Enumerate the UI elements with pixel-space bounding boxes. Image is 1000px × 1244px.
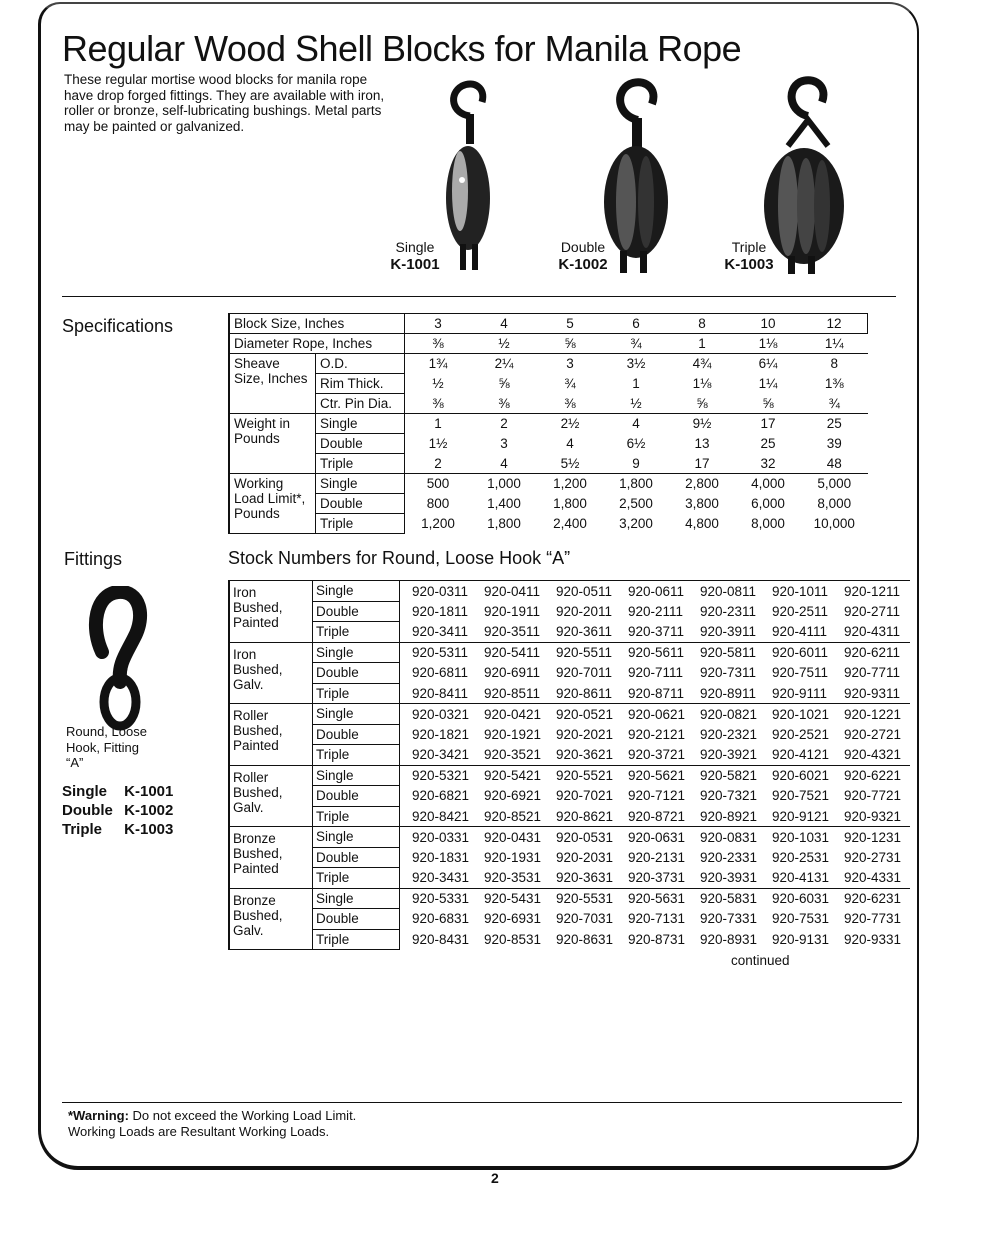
stock-number: 920-6931 (484, 911, 542, 927)
spec-cell: 6,000 (751, 496, 785, 511)
stock-row (229, 663, 910, 684)
spec-cell: 500 (426, 476, 450, 492)
stock-number: 920-0631 (622, 827, 694, 848)
spec-cell: 2,500 (619, 496, 653, 511)
stock-row (229, 704, 910, 725)
stock-number: 920-7031 (556, 911, 614, 927)
stock-sub-label: Triple (313, 622, 400, 643)
stock-number: 920-2031 (556, 849, 614, 865)
spec-cell: 4,800 (685, 516, 719, 531)
stock-number: 920-1231 (838, 827, 910, 848)
spec-cell: ⅝ (498, 376, 510, 391)
stock-number: 920-5331 (400, 888, 479, 909)
stock-number: 920-8531 (484, 931, 542, 947)
spec-cell: 4,000 (751, 476, 785, 492)
stock-number: 920-2511 (772, 603, 829, 619)
spec-row-block-size (229, 314, 868, 334)
stock-number: 920-8931 (700, 931, 758, 947)
spec-cell: 8 (830, 356, 838, 372)
spec-cell: 9½ (692, 416, 712, 432)
stock-number: 920-6231 (838, 888, 910, 909)
spec-row (229, 434, 868, 454)
stock-number: 920-1821 (412, 726, 470, 742)
stock-number: 920-5511 (550, 642, 622, 663)
stock-number: 920-8621 (556, 808, 614, 824)
stock-sub-label: Double (313, 663, 400, 684)
stock-sub-label: Single (313, 765, 400, 786)
spec-row (229, 474, 868, 494)
stock-number: 920-3931 (700, 870, 758, 885)
stock-number: 920-9121 (772, 808, 830, 824)
stock-sub-label: Double (313, 909, 400, 930)
stock-sub-label: Triple (313, 806, 400, 827)
stock-number: 920-0411 (478, 581, 550, 602)
stock-number: 920-7511 (772, 665, 829, 681)
spec-cell: 4¾ (692, 356, 712, 372)
specifications-table (228, 313, 868, 534)
spec-cell: ⅝ (564, 336, 576, 351)
stock-number: 920-7331 (700, 911, 758, 927)
stock-number: 920-7021 (556, 788, 614, 804)
stock-number: 920-0521 (550, 704, 622, 725)
spec-sub-label: Single (316, 414, 405, 434)
spec-cell: 2¼ (494, 356, 514, 372)
stock-number: 920-0311 (400, 581, 479, 602)
stock-row (229, 868, 910, 889)
spec-cell: 5 (537, 314, 603, 334)
stock-number: 920-1831 (412, 849, 470, 865)
stock-sub-label: Single (313, 581, 400, 602)
stock-number: 920-1011 (766, 581, 838, 602)
spec-sub-label: O.D. (316, 354, 405, 374)
stock-number: 920-2531 (772, 849, 830, 865)
stock-number: 920-5411 (478, 642, 550, 663)
stock-number: 920-0421 (478, 704, 550, 725)
spec-cell: 1 (698, 336, 706, 351)
stock-number: 920-0331 (400, 827, 479, 848)
spec-cell: 10 (735, 314, 801, 334)
stock-number: 920-6021 (766, 765, 838, 786)
spec-cell: 2,800 (685, 476, 719, 492)
stock-number: 920-4131 (772, 870, 830, 885)
stock-number: 920-7321 (700, 788, 758, 804)
spec-group-label: Weight in Pounds (229, 414, 316, 474)
spec-cell: 6 (603, 314, 669, 334)
stock-row (229, 909, 910, 930)
stock-number: 920-8631 (556, 931, 614, 947)
spec-cell: 5½ (560, 455, 580, 471)
stock-group-label: Roller Bushed, Galv. (229, 765, 313, 827)
stock-number: 920-2311 (700, 603, 757, 619)
stock-number: 920-0811 (694, 581, 766, 602)
stock-number: 920-5531 (550, 888, 622, 909)
spec-cell: 3,800 (685, 496, 719, 511)
stock-number: 920-5831 (694, 888, 766, 909)
stock-number: 920-3421 (412, 747, 470, 762)
intro-paragraph: These regular mortise wood blocks for manila rope have drop forged fittings. They are available with iron, roller or bronze, self-lubricating bushings. Metal parts may be painted or galvanized. (64, 72, 385, 134)
spec-cell: 6¼ (758, 356, 778, 372)
spec-cell: 1,800 (487, 516, 521, 531)
stock-number: 920-5321 (400, 765, 479, 786)
stock-number: 920-7111 (628, 665, 684, 681)
stock-number: 920-0431 (478, 827, 550, 848)
spec-cell: ¾ (828, 395, 840, 411)
spec-cell: 1,800 (619, 476, 653, 492)
stock-row (229, 581, 910, 602)
stock-row (229, 765, 910, 786)
stock-number: 920-3621 (556, 747, 614, 762)
triple-caption: Triple K-1003 (724, 239, 774, 273)
spec-cell: 1⅜ (824, 376, 844, 391)
stock-number: 920-3631 (556, 870, 614, 885)
stock-sub-label: Double (313, 601, 400, 622)
spec-cell: 8 (669, 314, 735, 334)
stock-number: 920-0621 (622, 704, 694, 725)
stock-number: 920-5421 (478, 765, 550, 786)
stock-group-label: Bronze Bushed, Galv. (229, 888, 313, 950)
stock-number: 920-3921 (700, 747, 758, 762)
stock-number: 920-6821 (412, 788, 470, 804)
stock-number: 920-5431 (478, 888, 550, 909)
spec-cell: ½ (630, 395, 642, 411)
spec-group-label: Working Load Limit*, Pounds (229, 474, 316, 534)
stock-row (229, 806, 910, 827)
stock-number: 920-7011 (556, 665, 613, 681)
spec-cell: 2 (434, 455, 442, 471)
spec-cell: 3 (500, 436, 508, 451)
spec-cell: 1¼ (824, 336, 844, 351)
spec-sub-label: Single (316, 474, 405, 494)
single-caption: Single K-1001 (390, 239, 440, 273)
spec-cell: 3½ (626, 356, 646, 372)
stock-number: 920-0831 (694, 827, 766, 848)
stock-number: 920-3531 (484, 870, 542, 885)
stock-number: 920-5521 (550, 765, 622, 786)
stock-number: 920-5631 (622, 888, 694, 909)
spec-cell: 17 (760, 416, 776, 432)
stock-sub-label: Triple (313, 929, 400, 950)
stock-number: 920-8731 (628, 931, 686, 947)
spec-cell: 8,000 (817, 496, 852, 511)
stock-number: 920-8421 (412, 808, 470, 824)
stock-number: 920-9311 (844, 685, 901, 701)
stock-number: 920-0821 (694, 704, 766, 725)
page-number: 2 (491, 1170, 499, 1186)
spec-cell: 1,000 (487, 476, 521, 492)
spec-cell: 5,000 (817, 476, 852, 492)
stock-number: 920-2121 (628, 726, 686, 742)
spec-cell: ⅜ (432, 336, 444, 351)
stock-row (229, 827, 910, 848)
stock-number: 920-7531 (772, 911, 830, 927)
spec-row (229, 514, 868, 534)
stock-number: 920-7721 (844, 788, 902, 804)
stock-number: 920-3521 (484, 747, 542, 762)
spec-cell: 3 (566, 356, 574, 372)
stock-number: 920-5611 (622, 642, 694, 663)
spec-sub-label: Double (316, 434, 405, 454)
spec-sub-label: Ctr. Pin Dia. (316, 394, 405, 414)
stock-number: 920-4111 (772, 624, 828, 639)
stock-number: 920-0531 (550, 827, 622, 848)
stock-number: 920-6811 (412, 665, 469, 681)
stock-number: 920-6911 (484, 665, 541, 681)
stock-sub-label: Single (313, 827, 400, 848)
stock-number: 920-5821 (694, 765, 766, 786)
stock-row (229, 847, 910, 868)
spec-row (229, 394, 868, 414)
spec-sub-label: Triple (316, 454, 405, 474)
spec-cell: ⅜ (498, 395, 510, 411)
spec-cell: 39 (826, 436, 842, 451)
stock-number: 920-1921 (484, 726, 542, 742)
stock-row (229, 929, 910, 950)
spec-cell: 800 (426, 496, 450, 511)
stock-row (229, 888, 910, 909)
fitting-caption: Round, Loose Hook, Fitting “A” (66, 724, 147, 770)
stock-sub-label: Double (313, 847, 400, 868)
stock-sub-label: Single (313, 642, 400, 663)
stock-row (229, 724, 910, 745)
double-caption: Double K-1002 (558, 239, 608, 273)
spec-cell: 1½ (428, 436, 448, 451)
spec-cell: 1¾ (428, 356, 448, 372)
stock-number: 920-9321 (844, 808, 902, 824)
stock-number: 920-4331 (844, 870, 902, 885)
stock-number: 920-1931 (484, 849, 542, 865)
stock-number: 920-3721 (628, 747, 686, 762)
stock-number: 920-2021 (556, 726, 614, 742)
stock-number: 920-8611 (556, 685, 613, 701)
stock-number: 920-8411 (412, 685, 469, 701)
stock-number: 920-2721 (844, 726, 902, 742)
stock-row (229, 601, 910, 622)
stock-number: 920-3911 (700, 624, 757, 639)
spec-cell: 25 (760, 436, 776, 451)
spec-cell: 1 (434, 416, 442, 432)
stock-number: 920-8511 (484, 685, 541, 701)
stock-sub-label: Triple (313, 745, 400, 766)
fittings-heading: Fittings (64, 549, 123, 569)
divider-bottom (62, 1102, 902, 1103)
stock-number: 920-7711 (844, 665, 901, 681)
stock-number: 920-3731 (628, 870, 686, 885)
spec-row (229, 414, 868, 434)
divider-top (62, 296, 896, 297)
stock-number: 920-6921 (484, 788, 542, 804)
spec-cell: 10,000 (813, 516, 855, 531)
spec-cell: ½ (432, 376, 444, 391)
spec-sub-label: Double (316, 494, 405, 514)
stock-row (229, 745, 910, 766)
stock-number: 920-2521 (772, 726, 830, 742)
stock-number: 920-2331 (700, 849, 758, 865)
stock-number: 920-2011 (556, 603, 613, 619)
stock-number: 920-3431 (412, 870, 470, 885)
spec-cell: ¾ (630, 336, 642, 351)
spec-cell: 1,200 (553, 476, 587, 492)
stock-number: 920-0611 (622, 581, 694, 602)
stock-number: 920-1811 (412, 603, 469, 619)
stock-sub-label: Triple (313, 868, 400, 889)
stock-number: 920-1221 (838, 704, 910, 725)
spec-cell: 9 (632, 455, 640, 471)
spec-label: Diameter Rope, Inches (229, 334, 405, 354)
stock-number: 920-2131 (628, 849, 686, 865)
stock-sub-label: Double (313, 786, 400, 807)
stock-number: 920-6031 (766, 888, 838, 909)
spec-cell: ⅝ (696, 395, 708, 411)
spec-sub-label: Triple (316, 514, 405, 534)
spec-cell: 4 (500, 455, 508, 471)
stock-number: 920-6011 (766, 642, 838, 663)
stock-number: 920-2711 (844, 603, 901, 619)
spec-cell: ⅜ (432, 395, 444, 411)
stock-number: 920-8721 (628, 808, 686, 824)
stock-number: 920-1911 (484, 603, 541, 619)
fitting-model-triple: Triple K-1003 (62, 821, 174, 838)
spec-row (229, 374, 868, 394)
stock-number: 920-4321 (844, 747, 902, 762)
stock-number: 920-3711 (628, 624, 685, 639)
spec-cell: 4 (632, 416, 640, 432)
spec-group-label: Sheave Size, Inches (229, 354, 316, 414)
fitting-model-single: Single K-1001 (62, 783, 174, 800)
spec-cell: 25 (826, 416, 842, 432)
stock-row (229, 642, 910, 663)
spec-row (229, 354, 868, 374)
stock-number: 920-4121 (772, 747, 830, 762)
stock-number: 920-8431 (412, 931, 470, 947)
stock-number: 920-5621 (622, 765, 694, 786)
stock-number: 920-3611 (556, 624, 613, 639)
spec-cell: 1,400 (487, 496, 521, 511)
stock-number: 920-6221 (838, 765, 910, 786)
page-title: Regular Wood Shell Blocks for Manila Rope (62, 28, 742, 69)
spec-row (229, 454, 868, 474)
spec-cell: ½ (498, 336, 510, 351)
spec-row-diameter-rope (229, 334, 868, 354)
stock-sub-label: Triple (313, 683, 400, 704)
stock-number: 920-2731 (844, 849, 902, 865)
stock-number: 920-9131 (772, 931, 830, 947)
spec-cell: 12 (801, 314, 868, 334)
spec-cell: 1,200 (421, 516, 455, 531)
stock-number: 920-1211 (838, 581, 910, 602)
stock-number: 920-9111 (772, 685, 828, 701)
stock-number: 920-5811 (694, 642, 766, 663)
spec-cell: 8,000 (751, 516, 785, 531)
stock-number: 920-8711 (628, 685, 685, 701)
stock-number: 920-8911 (700, 685, 757, 701)
stock-number: 920-9331 (844, 931, 902, 947)
stock-numbers-heading: Stock Numbers for Round, Loose Hook “A” (228, 548, 571, 568)
stock-number: 920-2321 (700, 726, 758, 742)
spec-sub-label: Rim Thick. (316, 374, 405, 394)
spec-row (229, 494, 868, 514)
stock-number: 920-6831 (412, 911, 470, 927)
stock-number: 920-7731 (844, 911, 902, 927)
footnote: *Warning: Do not exceed the Working Load Limit. Working Loads are Resultant Working Loads. (68, 1108, 357, 1139)
loose-hook-icon (88, 586, 148, 736)
continued-label: continued (731, 953, 790, 968)
spec-cell: 1,800 (553, 496, 587, 511)
spec-cell: 4 (566, 436, 574, 451)
stock-row (229, 622, 910, 643)
stock-number: 920-2111 (628, 603, 684, 619)
stock-sub-label: Single (313, 704, 400, 725)
spec-cell: ⅜ (564, 395, 576, 411)
stock-number: 920-7521 (772, 788, 830, 804)
specifications-heading: Specifications (62, 316, 174, 336)
spec-cell: 1 (632, 376, 640, 391)
spec-cell: 32 (760, 455, 776, 471)
stock-sub-label: Double (313, 724, 400, 745)
spec-cell: 2 (500, 416, 508, 432)
stock-number: 920-8521 (484, 808, 542, 824)
stock-group-label: Iron Bushed, Painted (229, 581, 313, 643)
stock-number: 920-7121 (628, 788, 686, 804)
stock-number: 920-7131 (628, 911, 686, 927)
stock-group-label: Bronze Bushed, Painted (229, 827, 313, 889)
stock-numbers-table (228, 580, 910, 950)
stock-group-label: Roller Bushed, Painted (229, 704, 313, 766)
stock-number: 920-3511 (484, 624, 541, 639)
stock-sub-label: Single (313, 888, 400, 909)
spec-label: Block Size, Inches (229, 314, 405, 334)
stock-number: 920-3411 (412, 624, 469, 639)
stock-group-label: Iron Bushed, Galv. (229, 642, 313, 704)
fitting-model-double: Double K-1002 (62, 802, 174, 819)
spec-cell: 6½ (626, 436, 646, 451)
stock-row (229, 683, 910, 704)
spec-cell: 17 (694, 455, 710, 471)
spec-cell: 48 (826, 455, 842, 471)
stock-number: 920-5311 (400, 642, 479, 663)
spec-cell: 3 (405, 314, 472, 334)
spec-cell: 1⅛ (692, 376, 712, 391)
spec-cell: 3,200 (619, 516, 653, 531)
spec-cell: 13 (694, 436, 710, 451)
stock-number: 920-0321 (400, 704, 479, 725)
stock-number: 920-7311 (700, 665, 757, 681)
spec-cell: ¾ (564, 376, 576, 391)
stock-number: 920-0511 (550, 581, 622, 602)
stock-number: 920-1021 (766, 704, 838, 725)
stock-number: 920-4311 (844, 624, 901, 639)
spec-cell: 1⅛ (758, 336, 778, 351)
spec-cell: 1¼ (758, 376, 778, 391)
spec-cell: 4 (471, 314, 537, 334)
spec-cell: ⅝ (762, 395, 774, 411)
spec-cell: 2½ (560, 416, 580, 432)
stock-number: 920-6211 (838, 642, 910, 663)
fitting-models (62, 782, 173, 839)
stock-number: 920-1031 (766, 827, 838, 848)
stock-number: 920-8921 (700, 808, 758, 824)
spec-cell: 2,400 (553, 516, 587, 531)
stock-row (229, 786, 910, 807)
